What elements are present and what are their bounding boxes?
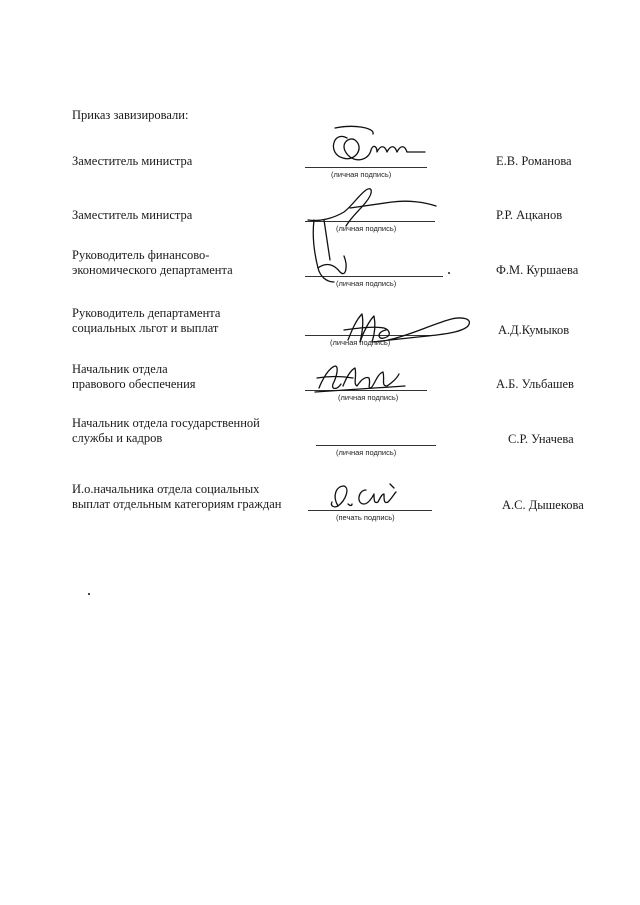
- signature-caption: (печать подпись): [336, 513, 395, 522]
- signatory-name: С.Р. Уначева: [508, 432, 574, 446]
- position-title: Начальник отдела государственной службы и кадров: [72, 416, 260, 445]
- signatory-name: А.Б. Ульбашев: [496, 377, 574, 391]
- approval-heading: Приказ завизировали:: [72, 108, 189, 122]
- signature-dyshekova: [322, 480, 412, 512]
- signatory-name: Е.В. Романова: [496, 154, 572, 168]
- position-title: Руководитель финансово- экономического департамента: [72, 248, 233, 277]
- signature-kurshaeva: [300, 216, 360, 288]
- signatory-name: Р.Р. Ацканов: [496, 208, 563, 222]
- signature-line: [316, 445, 436, 446]
- signature-caption: (личная подпись): [331, 170, 392, 179]
- position-title: Заместитель министра: [72, 154, 193, 168]
- signatory-name: А.Д.Кумыков: [498, 323, 570, 337]
- stray-mark: [448, 272, 450, 274]
- signature-romanova: [325, 124, 430, 172]
- position-title: Начальник отдела правового обеспечения: [72, 362, 196, 391]
- position-title: И.о.начальника отдела социальных выплат отдельным категориям граждан: [72, 482, 282, 511]
- position-title: Руководитель департамента социальных льгот и выплат: [72, 306, 221, 335]
- stray-dot: [88, 593, 90, 595]
- signature-caption: (личная подпись): [338, 393, 399, 402]
- signatory-name: Ф.М. Куршаева: [496, 263, 579, 277]
- position-title: Заместитель министра: [72, 208, 193, 222]
- signatory-name: А.С. Дышекова: [502, 498, 584, 512]
- signature-caption: (личная подпись): [336, 279, 397, 288]
- signature-ulbashev: [313, 360, 413, 396]
- signature-caption: (личная подпись): [336, 448, 397, 457]
- signature-caption: (личная подпись): [330, 338, 391, 347]
- signature-caption: (личная подпись): [336, 224, 397, 233]
